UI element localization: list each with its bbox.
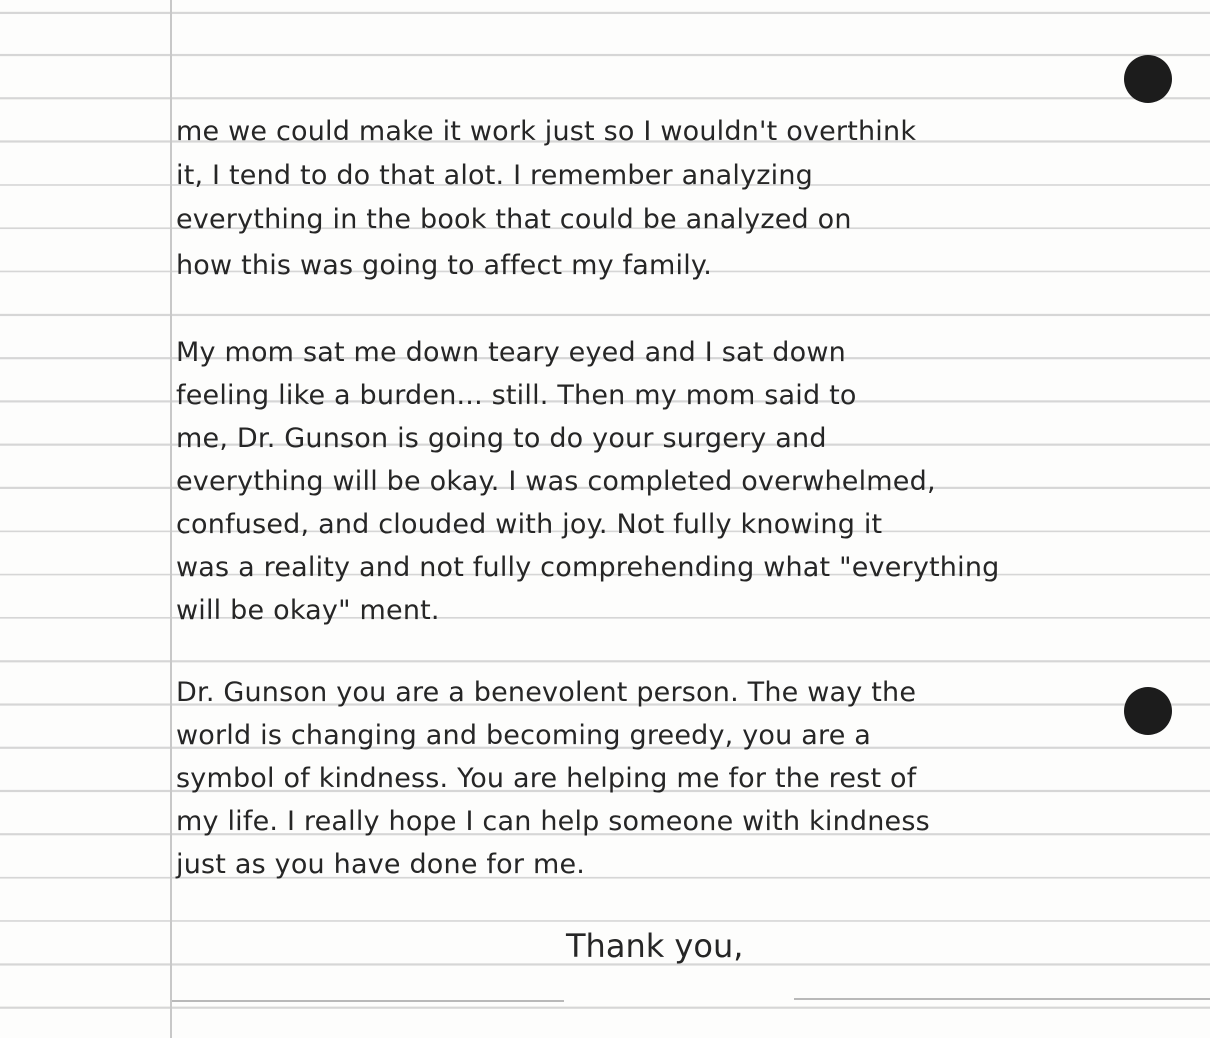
letter-line: world is changing and becoming greedy, you are a <box>176 720 872 751</box>
letter-line: it, I tend to do that alot. I remember analyzing <box>176 160 814 191</box>
letter-closing: Thank you, <box>566 927 744 965</box>
letter-line: will be okay" ment. <box>176 595 440 626</box>
bottom-rule-left <box>172 1000 564 1002</box>
letter-line: everything will be okay. I was completed overwhelmed, <box>176 466 936 497</box>
letter-line: my life. I really hope I can help someone with kindness <box>176 806 930 837</box>
margin-rule <box>170 0 172 1038</box>
letter-line: feeling like a burden... still. Then my mom said to <box>176 380 857 411</box>
letter-line: My mom sat me down teary eyed and I sat down <box>176 337 846 368</box>
punch-hole-top <box>1124 55 1172 103</box>
punch-hole-middle <box>1124 687 1172 735</box>
letter-line: how this was going to affect my family. <box>176 250 713 281</box>
letter-line: just as you have done for me. <box>176 849 586 880</box>
letter-line: me, Dr. Gunson is going to do your surgery and <box>176 423 827 454</box>
letter-line: confused, and clouded with joy. Not fully knowing it <box>176 509 883 540</box>
letter-line: symbol of kindness. You are helping me for the rest of <box>176 763 917 794</box>
letter-line: me we could make it work just so I wouldn't overthink <box>176 116 917 147</box>
letter-line: everything in the book that could be analyzed on <box>176 204 852 235</box>
bottom-rule-right <box>794 998 1210 1000</box>
letter-line: was a reality and not fully comprehending what "everything <box>176 552 1000 583</box>
letter-line: Dr. Gunson you are a benevolent person. The way the <box>176 677 917 708</box>
